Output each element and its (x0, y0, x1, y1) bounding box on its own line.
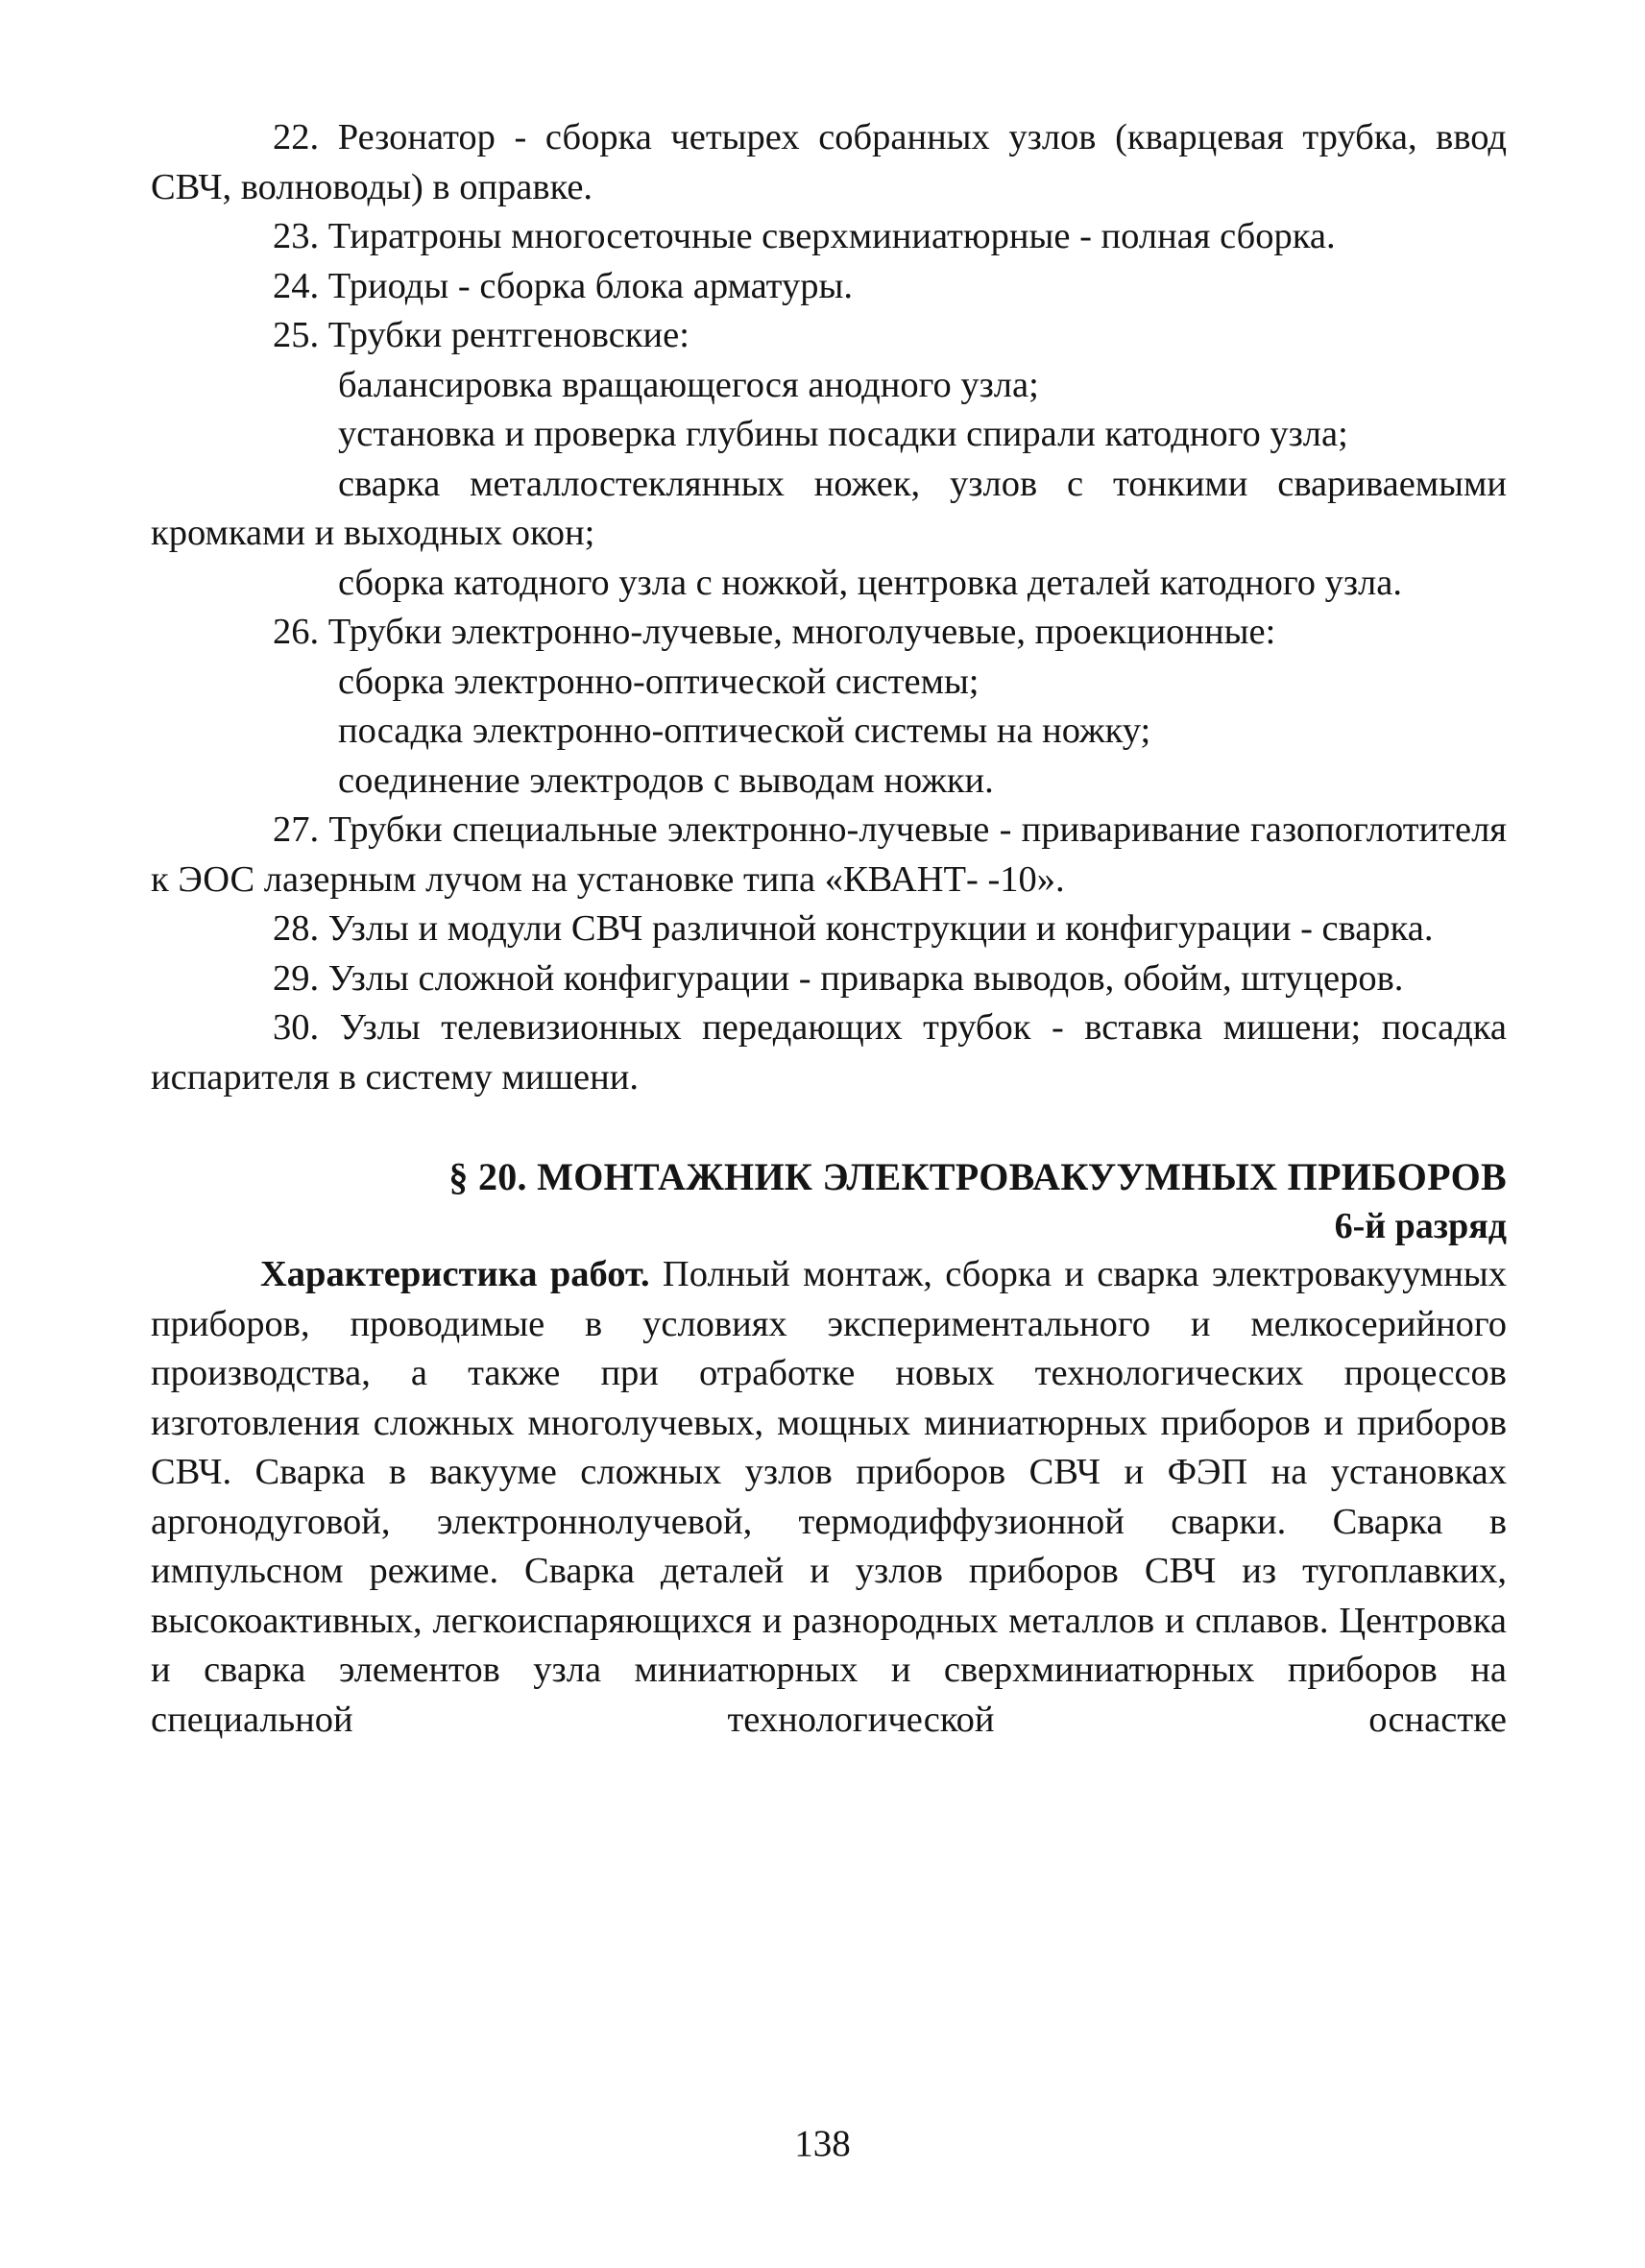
subitem: сборка электронно-оптической системы; (338, 661, 980, 702)
characteristics-text: Полный монтаж, сборка и сварка электровакуумных приборов, проводимые в условиях экспериментального и мелкосерийного производства, а также при отработке новых технологических процессов изготовления сложных многолучевых, мощных миниатюрных приборов и приборов СВЧ. Сварка в вакууме сложных узлов приборов СВЧ и ФЭП на установках аргонодуговой, электроннолучевой, термодиффузионной сварки. Сварка в импульсном режиме. Сварка деталей и узлов приборов СВЧ из тугоплавких, высокоактивных, легкоиспаряющихся и разнородных металлов и сплавов. Центровка и сварка элементов узла миниатюрных и сверхминиатюрных приборов на специальной технологической оснастке (151, 1254, 1507, 1740)
list-item-29: 29. Узлы сложной конфигурации - приварка выводов, обойм, штуцеров. (273, 957, 1404, 999)
item-25-subitems (151, 361, 1507, 609)
list-item-24: 24. Триоды - сборка блока арматуры. (273, 265, 853, 306)
list-item-25: 25. Трубки рентгеновские: (273, 315, 689, 355)
subitem: сборка катодного узла с ножкой, центровка деталей катодного узла. (338, 562, 1402, 603)
page-number: 138 (794, 2123, 851, 2164)
list-item-22: 22. Резонатор - сборка четырех собранных узлов (кварцевая трубка, ввод СВЧ, волноводы) в оправке. (151, 117, 1507, 207)
characteristics-label: Характеристика работ. (260, 1254, 650, 1294)
characteristics-paragraph (151, 1250, 1507, 1745)
section-title: § 20. МОНТАЖНИК ЭЛЕКТРОВАКУУМНЫХ ПРИБОРОВ (448, 1155, 1507, 1198)
document-page (151, 113, 1507, 1745)
list-item-26: 26. Трубки электронно-лучевые, многолучевые, проекционные: (273, 612, 1276, 652)
list-item-23: 23. Тиратроны многосеточные сверхминиатюрные - полная сборка. (273, 216, 1336, 256)
list-item-30: 30. Узлы телевизионных передающих трубок - вставка мишени; посадка испарителя в систему мишени. (151, 1007, 1507, 1098)
item-26-subitems (151, 658, 1507, 807)
subitem: посадка электронно-оптической системы на ножку; (338, 711, 1151, 751)
subitem: сварка металлостеклянных ножек, узлов с тонкими свариваемыми кромками и выходных окон; (151, 463, 1507, 553)
list-item-28: 28. Узлы и модули СВЧ различной конструкции и конфигурации - сварка. (273, 908, 1434, 949)
list-item-27: 27. Трубки специальные электронно-лучевые - приваривание газопоглотителя к ЭОС лазерным лучом на установке типа «КВАНТ- -10». (151, 809, 1507, 900)
subitem: соединение электродов с выводам ножки. (338, 760, 994, 801)
subitem: установка и проверка глубины посадки спирали катодного узла; (338, 414, 1348, 454)
subitem: балансировка вращающегося анодного узла; (338, 364, 1039, 405)
grade-label: 6-й разряд (1334, 1206, 1507, 1246)
